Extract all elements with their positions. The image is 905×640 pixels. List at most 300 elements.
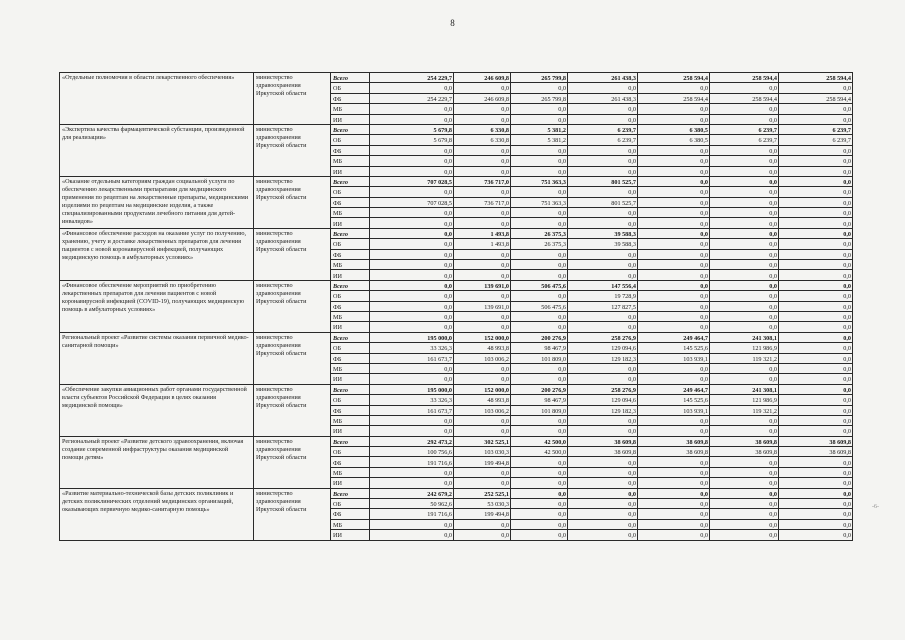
amount-cell: 0,0 xyxy=(370,187,454,197)
amount-cell: 0,0 xyxy=(511,519,568,529)
funding-source-cell: ОБ xyxy=(331,499,370,509)
amount-cell: 19 728,9 xyxy=(568,291,638,301)
amount-cell: 38 609,8 xyxy=(779,447,853,457)
funding-source-cell: ОБ xyxy=(331,239,370,249)
funding-source-cell: ИИ xyxy=(331,374,370,384)
amount-cell: 0,0 xyxy=(710,311,779,321)
amount-cell: 0,0 xyxy=(779,145,853,155)
funding-source-cell: ОБ xyxy=(331,447,370,457)
amount-cell: 0,0 xyxy=(710,166,779,176)
amount-cell: 0,0 xyxy=(511,104,568,114)
table-row xyxy=(60,488,853,498)
amount-cell: 0,0 xyxy=(710,363,779,373)
executor-cell: министерство здравоохранения Иркутской области xyxy=(254,228,331,280)
funding-source-cell: ИИ xyxy=(331,530,370,540)
amount-cell: 0,0 xyxy=(454,260,511,270)
amount-cell: 0,0 xyxy=(511,499,568,509)
amount-cell: 48 993,8 xyxy=(454,343,511,353)
amount-cell: 801 525,7 xyxy=(568,176,638,186)
funding-source-cell: МБ xyxy=(331,311,370,321)
amount-cell: 0,0 xyxy=(710,83,779,93)
amount-cell: 26 375,3 xyxy=(511,228,568,238)
amount-cell: 0,0 xyxy=(568,270,638,280)
amount-cell: 0,0 xyxy=(568,374,638,384)
funding-source-cell: Всего xyxy=(331,436,370,446)
amount-cell: 736 717,0 xyxy=(454,176,511,186)
program-name-cell: Региональный проект «Развитие системы оказания первичной медико-санитарной помощи» xyxy=(60,332,254,384)
amount-cell: 0,0 xyxy=(511,363,568,373)
program-name-cell: Региональный проект «Развитие детского здравоохранения, включая создание современной инфраструктуры оказания медицинской помощи детям» xyxy=(60,436,254,488)
amount-cell: 0,0 xyxy=(568,187,638,197)
amount-cell: 0,0 xyxy=(710,176,779,186)
amount-cell: 0,0 xyxy=(568,104,638,114)
executor-cell: министерство здравоохранения Иркутской области xyxy=(254,124,331,176)
amount-cell: 261 438,3 xyxy=(568,93,638,103)
amount-cell: 0,0 xyxy=(710,197,779,207)
funding-source-cell: Всего xyxy=(331,228,370,238)
amount-cell: 0,0 xyxy=(638,228,710,238)
amount-cell: 0,0 xyxy=(779,197,853,207)
amount-cell: 0,0 xyxy=(511,270,568,280)
amount-cell: 0,0 xyxy=(370,311,454,321)
amount-cell: 0,0 xyxy=(638,270,710,280)
amount-cell: 0,0 xyxy=(454,467,511,477)
amount-cell: 0,0 xyxy=(710,478,779,488)
funding-source-cell: ИИ xyxy=(331,166,370,176)
amount-cell: 0,0 xyxy=(568,509,638,519)
amount-cell: 0,0 xyxy=(710,291,779,301)
amount-cell: 261 438,3 xyxy=(568,73,638,83)
amount-cell: 0,0 xyxy=(568,467,638,477)
amount-cell: 119 321,2 xyxy=(710,405,779,415)
amount-cell: 103 006,2 xyxy=(454,353,511,363)
amount-cell: 0,0 xyxy=(511,218,568,228)
amount-cell: 0,0 xyxy=(511,156,568,166)
funding-source-cell: ОБ xyxy=(331,187,370,197)
table-row xyxy=(60,124,853,134)
amount-cell: 100 756,6 xyxy=(370,447,454,457)
amount-cell: 26 375,3 xyxy=(511,239,568,249)
funding-source-cell: ИИ xyxy=(331,322,370,332)
amount-cell: 0,0 xyxy=(511,322,568,332)
amount-cell: 0,0 xyxy=(370,239,454,249)
amount-cell: 506 475,6 xyxy=(511,301,568,311)
amount-cell: 98 467,9 xyxy=(511,343,568,353)
amount-cell: 0,0 xyxy=(779,239,853,249)
funding-source-cell: МБ xyxy=(331,104,370,114)
amount-cell: 258 594,4 xyxy=(710,73,779,83)
amount-cell: 0,0 xyxy=(710,145,779,155)
amount-cell: 129 182,3 xyxy=(568,353,638,363)
program-name-cell: «Финансовое обеспечение мероприятий по приобретению лекарственных препаратов для лечения пациентов с новой коронавирусной инфекцией (COVID-19), получающих медицинскую помощь в амбулаторных условиях» xyxy=(60,280,254,332)
funding-source-cell: Всего xyxy=(331,176,370,186)
amount-cell: 265 799,8 xyxy=(511,93,568,103)
amount-cell: 0,0 xyxy=(370,156,454,166)
amount-cell: 191 716,6 xyxy=(370,509,454,519)
executor-cell: министерство здравоохранения Иркутской области xyxy=(254,73,331,125)
program-name-cell: «Экспертиза качества фармацевтической субстанции, произведенной для реализации» xyxy=(60,124,254,176)
program-name-cell: «Обеспечение закупки авиационных работ органами государственной власти субъектов Российской Федерации в целях оказания медицинской помощи» xyxy=(60,384,254,436)
amount-cell: 1 493,8 xyxy=(454,239,511,249)
amount-cell: 241 308,1 xyxy=(710,384,779,394)
amount-cell: 0,0 xyxy=(638,374,710,384)
amount-cell: 0,0 xyxy=(638,519,710,529)
amount-cell: 0,0 xyxy=(638,509,710,519)
funding-source-cell: ОБ xyxy=(331,343,370,353)
amount-cell: 38 609,8 xyxy=(779,436,853,446)
funding-source-cell: ОБ xyxy=(331,395,370,405)
amount-cell: 152 000,0 xyxy=(454,384,511,394)
margin-mark: -6- xyxy=(872,504,879,510)
amount-cell: 0,0 xyxy=(779,499,853,509)
amount-cell: 98 467,9 xyxy=(511,395,568,405)
amount-cell: 0,0 xyxy=(638,415,710,425)
amount-cell: 0,0 xyxy=(370,218,454,228)
amount-cell: 0,0 xyxy=(779,249,853,259)
amount-cell: 0,0 xyxy=(370,467,454,477)
amount-cell: 0,0 xyxy=(710,457,779,467)
amount-cell: 0,0 xyxy=(568,499,638,509)
amount-cell: 0,0 xyxy=(568,488,638,498)
amount-cell: 0,0 xyxy=(779,488,853,498)
amount-cell: 0,0 xyxy=(710,114,779,124)
amount-cell: 119 321,2 xyxy=(710,353,779,363)
amount-cell: 139 691,0 xyxy=(454,301,511,311)
amount-cell: 191 716,6 xyxy=(370,457,454,467)
amount-cell: 0,0 xyxy=(370,104,454,114)
amount-cell: 0,0 xyxy=(710,374,779,384)
amount-cell: 0,0 xyxy=(638,311,710,321)
amount-cell: 0,0 xyxy=(710,499,779,509)
amount-cell: 38 609,8 xyxy=(710,447,779,457)
amount-cell: 0,0 xyxy=(568,363,638,373)
funding-source-cell: ИИ xyxy=(331,114,370,124)
amount-cell: 0,0 xyxy=(370,374,454,384)
amount-cell: 0,0 xyxy=(779,228,853,238)
funding-source-cell: Всего xyxy=(331,124,370,134)
amount-cell: 0,0 xyxy=(638,83,710,93)
amount-cell: 0,0 xyxy=(454,145,511,155)
amount-cell: 0,0 xyxy=(370,426,454,436)
amount-cell: 0,0 xyxy=(710,228,779,238)
amount-cell: 0,0 xyxy=(454,208,511,218)
funding-source-cell: ИИ xyxy=(331,218,370,228)
funding-source-cell: Всего xyxy=(331,73,370,83)
amount-cell: 0,0 xyxy=(779,353,853,363)
amount-cell: 0,0 xyxy=(638,114,710,124)
amount-cell: 0,0 xyxy=(454,166,511,176)
page-number: 8 xyxy=(450,18,455,28)
amount-cell: 0,0 xyxy=(370,83,454,93)
funding-source-cell: ФБ xyxy=(331,405,370,415)
amount-cell: 0,0 xyxy=(779,187,853,197)
amount-cell: 38 609,8 xyxy=(568,436,638,446)
amount-cell: 0,0 xyxy=(511,208,568,218)
amount-cell: 0,0 xyxy=(511,488,568,498)
amount-cell: 101 809,0 xyxy=(511,405,568,415)
amount-cell: 0,0 xyxy=(568,218,638,228)
amount-cell: 0,0 xyxy=(638,291,710,301)
amount-cell: 258 594,4 xyxy=(779,93,853,103)
amount-cell: 0,0 xyxy=(511,145,568,155)
amount-cell: 0,0 xyxy=(511,311,568,321)
table-row xyxy=(60,436,853,446)
amount-cell: 5 381,2 xyxy=(511,124,568,134)
funding-source-cell: ОБ xyxy=(331,135,370,145)
amount-cell: 0,0 xyxy=(511,260,568,270)
amount-cell: 241 308,1 xyxy=(710,332,779,342)
amount-cell: 0,0 xyxy=(511,249,568,259)
amount-cell: 0,0 xyxy=(710,519,779,529)
funding-source-cell: ИИ xyxy=(331,426,370,436)
amount-cell: 0,0 xyxy=(568,166,638,176)
amount-cell: 0,0 xyxy=(779,405,853,415)
amount-cell: 0,0 xyxy=(370,301,454,311)
amount-cell: 736 717,0 xyxy=(454,197,511,207)
amount-cell: 0,0 xyxy=(779,519,853,529)
amount-cell: 0,0 xyxy=(511,509,568,519)
amount-cell: 246 609,8 xyxy=(454,73,511,83)
amount-cell: 258 276,9 xyxy=(568,384,638,394)
amount-cell: 506 475,6 xyxy=(511,280,568,290)
amount-cell: 0,0 xyxy=(370,208,454,218)
funding-source-cell: ФБ xyxy=(331,197,370,207)
amount-cell: 0,0 xyxy=(511,83,568,93)
amount-cell: 0,0 xyxy=(511,187,568,197)
executor-cell: министерство здравоохранения Иркутской области xyxy=(254,332,331,384)
amount-cell: 0,0 xyxy=(568,249,638,259)
budget-table-body xyxy=(60,73,853,541)
amount-cell: 145 525,6 xyxy=(638,343,710,353)
amount-cell: 0,0 xyxy=(511,457,568,467)
funding-source-cell: МБ xyxy=(331,260,370,270)
amount-cell: 0,0 xyxy=(568,208,638,218)
program-name-cell: «Оказание отдельным категориям граждан социальной услуги по обеспечению лекарственными препаратами для медицинского применения по рецептам на лекарственные препараты, медицинскими изделиями по рецептам на медицинские изделия, а также специализированными продуктами лечебного питания для детей-инвалидов» xyxy=(60,176,254,228)
amount-cell: 0,0 xyxy=(568,426,638,436)
amount-cell: 292 473,2 xyxy=(370,436,454,446)
amount-cell: 0,0 xyxy=(454,374,511,384)
amount-cell: 0,0 xyxy=(568,478,638,488)
funding-source-cell: МБ xyxy=(331,208,370,218)
amount-cell: 53 030,3 xyxy=(454,499,511,509)
amount-cell: 0,0 xyxy=(779,260,853,270)
amount-cell: 0,0 xyxy=(454,114,511,124)
amount-cell: 5 381,2 xyxy=(511,135,568,145)
amount-cell: 801 525,7 xyxy=(568,197,638,207)
amount-cell: 254 229,7 xyxy=(370,93,454,103)
amount-cell: 246 609,8 xyxy=(454,93,511,103)
amount-cell: 0,0 xyxy=(779,301,853,311)
amount-cell: 0,0 xyxy=(454,291,511,301)
amount-cell: 0,0 xyxy=(779,467,853,477)
amount-cell: 0,0 xyxy=(779,114,853,124)
amount-cell: 0,0 xyxy=(779,395,853,405)
amount-cell: 0,0 xyxy=(568,83,638,93)
amount-cell: 0,0 xyxy=(370,249,454,259)
amount-cell: 258 276,9 xyxy=(568,332,638,342)
amount-cell: 0,0 xyxy=(779,156,853,166)
amount-cell: 0,0 xyxy=(638,499,710,509)
amount-cell: 0,0 xyxy=(511,530,568,540)
amount-cell: 0,0 xyxy=(710,249,779,259)
amount-cell: 0,0 xyxy=(370,415,454,425)
amount-cell: 0,0 xyxy=(454,426,511,436)
amount-cell: 0,0 xyxy=(710,104,779,114)
amount-cell: 0,0 xyxy=(779,457,853,467)
funding-source-cell: ФБ xyxy=(331,145,370,155)
amount-cell: 0,0 xyxy=(568,519,638,529)
amount-cell: 0,0 xyxy=(638,156,710,166)
funding-source-cell: ФБ xyxy=(331,509,370,519)
amount-cell: 0,0 xyxy=(370,519,454,529)
amount-cell: 0,0 xyxy=(568,530,638,540)
amount-cell: 0,0 xyxy=(710,280,779,290)
executor-cell: министерство здравоохранения Иркутской области xyxy=(254,384,331,436)
amount-cell: 0,0 xyxy=(779,363,853,373)
amount-cell: 38 609,8 xyxy=(638,447,710,457)
program-name-cell: «Отдельные полномочия в области лекарственного обеспечения» xyxy=(60,73,254,125)
amount-cell: 101 809,0 xyxy=(511,353,568,363)
amount-cell: 0,0 xyxy=(638,363,710,373)
funding-source-cell: ФБ xyxy=(331,353,370,363)
amount-cell: 0,0 xyxy=(779,311,853,321)
amount-cell: 0,0 xyxy=(454,519,511,529)
table-row xyxy=(60,280,853,290)
amount-cell: 0,0 xyxy=(638,488,710,498)
amount-cell: 6 239,7 xyxy=(710,124,779,134)
amount-cell: 751 363,3 xyxy=(511,197,568,207)
amount-cell: 0,0 xyxy=(568,311,638,321)
amount-cell: 199 494,8 xyxy=(454,457,511,467)
amount-cell: 6 239,7 xyxy=(568,135,638,145)
amount-cell: 0,0 xyxy=(710,509,779,519)
amount-cell: 0,0 xyxy=(710,239,779,249)
amount-cell: 0,0 xyxy=(511,467,568,477)
funding-source-cell: МБ xyxy=(331,519,370,529)
amount-cell: 0,0 xyxy=(454,478,511,488)
amount-cell: 0,0 xyxy=(710,218,779,228)
amount-cell: 103 030,3 xyxy=(454,447,511,457)
amount-cell: 139 691,0 xyxy=(454,280,511,290)
amount-cell: 103 939,1 xyxy=(638,405,710,415)
amount-cell: 0,0 xyxy=(779,415,853,425)
amount-cell: 0,0 xyxy=(568,145,638,155)
funding-source-cell: МБ xyxy=(331,156,370,166)
amount-cell: 199 494,8 xyxy=(454,509,511,519)
amount-cell: 0,0 xyxy=(779,176,853,186)
amount-cell: 6 380,5 xyxy=(638,135,710,145)
amount-cell: 42 500,0 xyxy=(511,447,568,457)
amount-cell: 33 326,3 xyxy=(370,343,454,353)
amount-cell: 0,0 xyxy=(638,322,710,332)
amount-cell: 0,0 xyxy=(370,478,454,488)
amount-cell: 5 679,8 xyxy=(370,124,454,134)
amount-cell: 39 588,3 xyxy=(568,239,638,249)
amount-cell: 0,0 xyxy=(779,343,853,353)
amount-cell: 0,0 xyxy=(454,187,511,197)
amount-cell: 0,0 xyxy=(454,415,511,425)
amount-cell: 38 609,8 xyxy=(638,436,710,446)
amount-cell: 0,0 xyxy=(454,83,511,93)
amount-cell: 0,0 xyxy=(638,239,710,249)
amount-cell: 0,0 xyxy=(454,322,511,332)
amount-cell: 0,0 xyxy=(779,426,853,436)
amount-cell: 0,0 xyxy=(779,270,853,280)
amount-cell: 0,0 xyxy=(568,322,638,332)
funding-source-cell: Всего xyxy=(331,332,370,342)
amount-cell: 0,0 xyxy=(779,291,853,301)
executor-cell: министерство здравоохранения Иркутской области xyxy=(254,280,331,332)
executor-cell: министерство здравоохранения Иркутской области xyxy=(254,176,331,228)
amount-cell: 0,0 xyxy=(511,166,568,176)
amount-cell: 0,0 xyxy=(511,478,568,488)
amount-cell: 121 986,9 xyxy=(710,343,779,353)
amount-cell: 6 330,8 xyxy=(454,124,511,134)
amount-cell: 0,0 xyxy=(779,384,853,394)
amount-cell: 0,0 xyxy=(638,530,710,540)
funding-source-cell: ИИ xyxy=(331,478,370,488)
amount-cell: 0,0 xyxy=(638,301,710,311)
amount-cell: 0,0 xyxy=(779,332,853,342)
amount-cell: 0,0 xyxy=(370,291,454,301)
amount-cell: 0,0 xyxy=(779,83,853,93)
amount-cell: 48 993,8 xyxy=(454,395,511,405)
amount-cell: 0,0 xyxy=(779,208,853,218)
amount-cell: 5 679,8 xyxy=(370,135,454,145)
funding-source-cell: ИИ xyxy=(331,270,370,280)
amount-cell: 0,0 xyxy=(370,166,454,176)
amount-cell: 258 594,4 xyxy=(638,93,710,103)
amount-cell: 302 525,1 xyxy=(454,436,511,446)
amount-cell: 0,0 xyxy=(568,260,638,270)
table-row xyxy=(60,176,853,186)
amount-cell: 0,0 xyxy=(638,478,710,488)
amount-cell: 161 673,7 xyxy=(370,353,454,363)
amount-cell: 0,0 xyxy=(370,363,454,373)
amount-cell: 707 028,5 xyxy=(370,197,454,207)
amount-cell: 0,0 xyxy=(779,478,853,488)
amount-cell: 0,0 xyxy=(454,363,511,373)
amount-cell: 0,0 xyxy=(370,270,454,280)
amount-cell: 129 094,6 xyxy=(568,395,638,405)
amount-cell: 195 000,0 xyxy=(370,332,454,342)
amount-cell: 0,0 xyxy=(638,197,710,207)
amount-cell: 6 380,5 xyxy=(638,124,710,134)
amount-cell: 0,0 xyxy=(638,176,710,186)
amount-cell: 0,0 xyxy=(370,228,454,238)
amount-cell: 0,0 xyxy=(454,270,511,280)
amount-cell: 0,0 xyxy=(568,457,638,467)
amount-cell: 0,0 xyxy=(638,249,710,259)
amount-cell: 6 239,7 xyxy=(779,135,853,145)
amount-cell: 0,0 xyxy=(710,488,779,498)
amount-cell: 249 464,7 xyxy=(638,384,710,394)
amount-cell: 0,0 xyxy=(710,270,779,280)
amount-cell: 129 182,3 xyxy=(568,405,638,415)
amount-cell: 0,0 xyxy=(638,208,710,218)
amount-cell: 252 525,1 xyxy=(454,488,511,498)
amount-cell: 6 239,7 xyxy=(568,124,638,134)
amount-cell: 1 493,8 xyxy=(454,228,511,238)
amount-cell: 0,0 xyxy=(779,509,853,519)
amount-cell: 0,0 xyxy=(710,187,779,197)
table-row xyxy=(60,332,853,342)
amount-cell: 38 609,8 xyxy=(710,436,779,446)
amount-cell: 103 006,2 xyxy=(454,405,511,415)
amount-cell: 0,0 xyxy=(568,156,638,166)
amount-cell: 161 673,7 xyxy=(370,405,454,415)
amount-cell: 0,0 xyxy=(454,249,511,259)
